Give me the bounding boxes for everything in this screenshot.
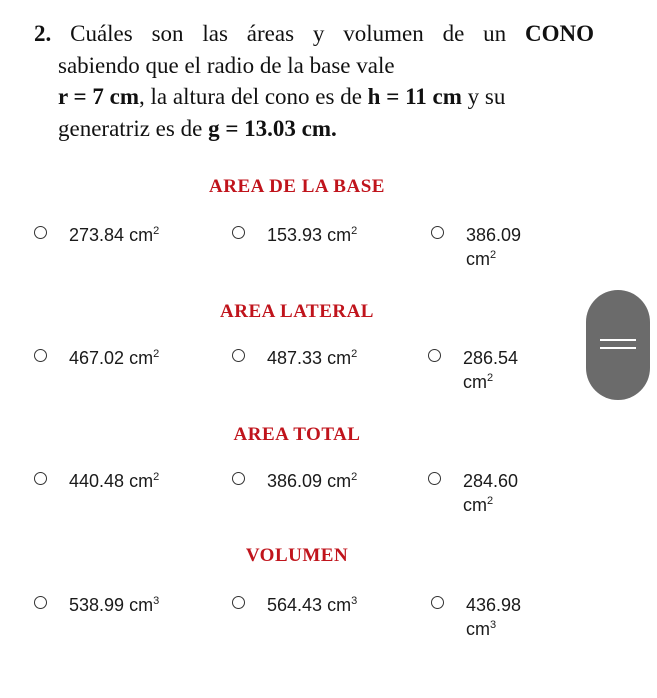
- option-area-total-3[interactable]: 284.60 $cm^2$: [428, 469, 533, 517]
- radio-button[interactable]: [232, 472, 245, 485]
- radio-button[interactable]: [232, 349, 245, 362]
- radio-button[interactable]: [34, 226, 47, 239]
- radio-button[interactable]: [34, 349, 47, 362]
- question-text: [34, 18, 594, 144]
- option-area-base-1[interactable]: 273.84 $cm^2$: [34, 223, 159, 247]
- scroll-handle[interactable]: [586, 290, 650, 400]
- radio-button[interactable]: [428, 349, 441, 362]
- question-line-1: 2. Cuáles son las áreas y volumen de un CONO: [34, 21, 595, 46]
- option-volumen-3[interactable]: 436.98 $cm^3$: [431, 593, 536, 641]
- option-area-lateral-3[interactable]: 286.54 $cm^2$: [428, 346, 533, 394]
- section-title-area-total: AREA TOTAL: [233, 424, 361, 445]
- option-area-total-2[interactable]: 386.09 $cm^2$: [232, 469, 357, 493]
- option-volumen-2[interactable]: 564.43 $cm^3$: [232, 593, 357, 617]
- option-area-total-1[interactable]: 440.48 $cm^2$: [34, 469, 159, 493]
- question-number: 2.: [34, 21, 52, 46]
- radio-button[interactable]: [34, 472, 47, 485]
- question-line-3: r = 7 cm, la altura del cono es de h = 11 cm y su: [58, 84, 506, 109]
- section-title-area-base: AREA DE LA BASE: [209, 176, 385, 197]
- option-area-lateral-1[interactable]: 467.02 $cm^2$: [34, 346, 159, 370]
- option-area-base-3[interactable]: 386.09 $cm^2$: [431, 223, 536, 271]
- option-area-lateral-2[interactable]: 487.33 $cm^2$: [232, 346, 357, 370]
- question-line-2: sabiendo que el radio de la base vale: [58, 52, 395, 78]
- question-line-4: generatriz es de g = 13.03 cm.: [58, 115, 337, 141]
- option-area-base-2[interactable]: 153.93 $cm^2$: [232, 223, 357, 247]
- grip-line-icon: [600, 347, 636, 349]
- option-volumen-1[interactable]: 538.99 $cm^3$: [34, 593, 159, 617]
- grip-line-icon: [600, 339, 636, 341]
- shape-name: CONO: [525, 21, 595, 46]
- radio-button[interactable]: [431, 226, 444, 239]
- radio-button[interactable]: [232, 226, 245, 239]
- height-value: h = 11 cm: [367, 84, 462, 109]
- radio-button[interactable]: [34, 596, 47, 609]
- generatrix-value: g = 13.03 cm.: [208, 115, 337, 141]
- radius-value: r = 7 cm: [58, 84, 140, 109]
- radio-button[interactable]: [232, 596, 245, 609]
- radio-button[interactable]: [428, 472, 441, 485]
- section-title-volumen: VOLUMEN: [245, 545, 349, 566]
- radio-button[interactable]: [431, 596, 444, 609]
- section-title-area-lateral: AREA LATERAL: [220, 301, 374, 322]
